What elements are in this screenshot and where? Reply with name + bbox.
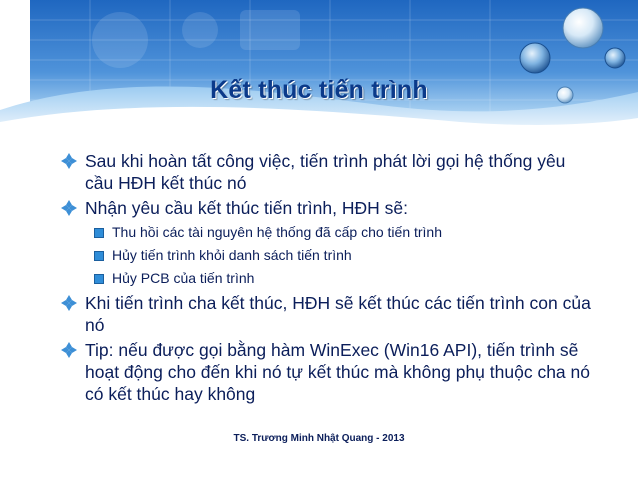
diamond-bullet-icon bbox=[60, 199, 78, 217]
diamond-bullet-icon bbox=[60, 341, 78, 359]
sub-bullet-text: Hủy PCB của tiến trình bbox=[112, 270, 255, 286]
bullet-item bbox=[0, 197, 638, 219]
bullet-item bbox=[0, 150, 638, 194]
sub-bullet-item bbox=[0, 269, 638, 288]
square-bullet-icon bbox=[94, 251, 104, 261]
bullet-item bbox=[0, 339, 638, 405]
header-banner bbox=[0, 0, 638, 140]
bullet-text: Khi tiến trình cha kết thúc, HĐH sẽ kết thúc các tiến trình con của nó bbox=[85, 293, 591, 335]
square-bullet-icon bbox=[94, 228, 104, 238]
slide-footer: TS. Trương Minh Nhật Quang - 2013 bbox=[233, 433, 405, 444]
bullet-item bbox=[0, 292, 638, 336]
sub-bullet-item bbox=[0, 246, 638, 265]
slide-content bbox=[0, 150, 638, 408]
bullet-text: Sau khi hoàn tất công việc, tiến trình phát lời gọi hệ thống yêu cầu HĐH kết thúc nó bbox=[85, 151, 566, 193]
bullet-text: Tip: nếu được gọi bằng hàm WinExec (Win16 API), tiến trình sẽ hoạt động cho đến khi nó tự kết thúc mà không phụ thuộc cha nó có kết thúc hay không bbox=[85, 340, 590, 404]
diamond-bullet-icon bbox=[60, 294, 78, 312]
sub-bullet-text: Thu hồi các tài nguyên hệ thống đã cấp cho tiến trình bbox=[112, 224, 443, 240]
sub-bullet-item bbox=[0, 223, 638, 242]
slide-title: Kết thúc tiến trình bbox=[210, 76, 428, 104]
sub-bullet-text: Hủy tiến trình khỏi danh sách tiến trình bbox=[112, 247, 352, 263]
square-bullet-icon bbox=[94, 274, 104, 284]
diamond-bullet-icon bbox=[60, 152, 78, 170]
bullet-text: Nhận yêu cầu kết thúc tiến trình, HĐH sẽ: bbox=[85, 198, 408, 218]
